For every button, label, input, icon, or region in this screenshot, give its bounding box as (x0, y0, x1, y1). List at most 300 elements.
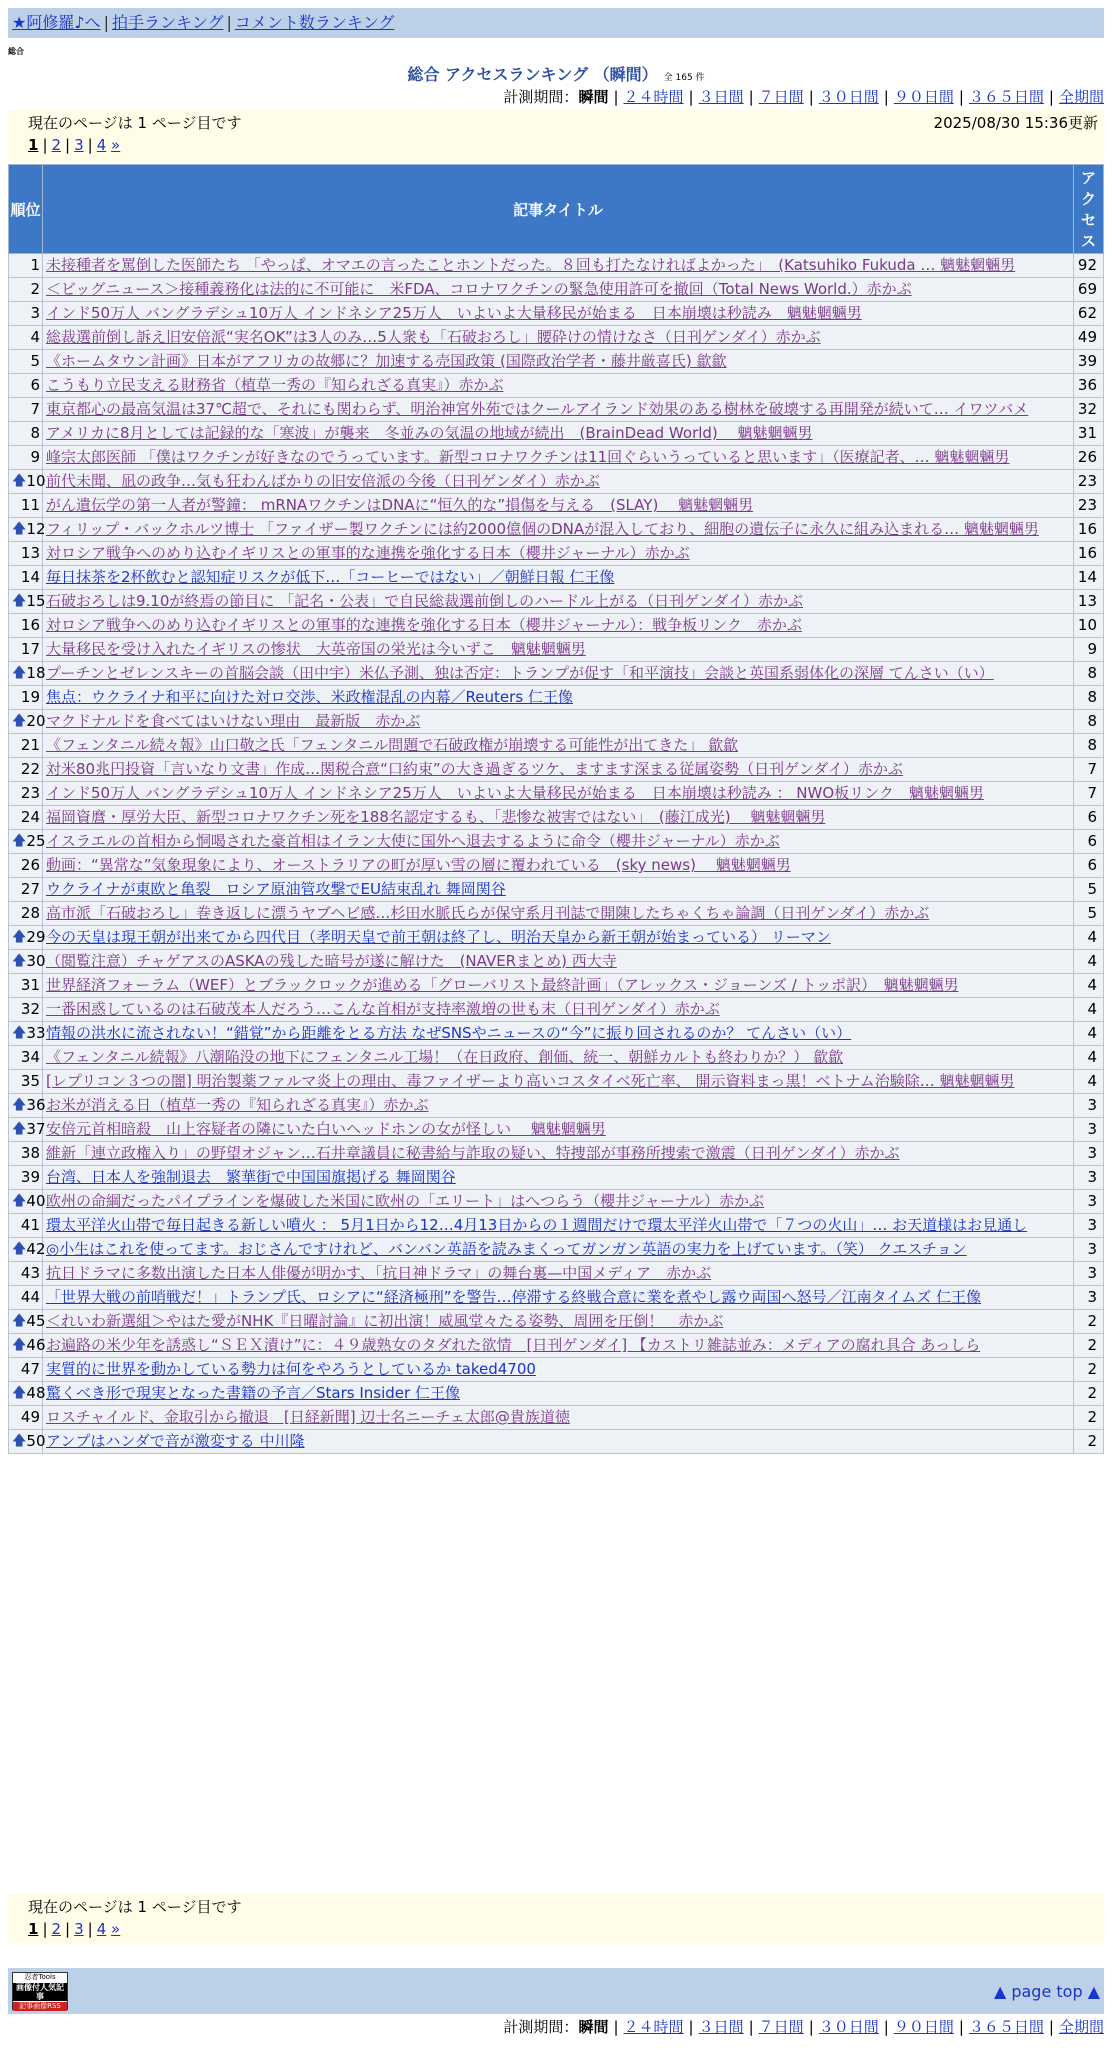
period-option[interactable]: 全期間 (1058, 2018, 1104, 2036)
rank-number: 5 (30, 352, 40, 370)
article-link[interactable]: ＜ビッグニュース＞接種義務化は法的に不可能に 米FDA、コロナワクチンの緊急使用許可を撤回（Total News World.）赤かぶ (46, 280, 912, 298)
up-arrow-icon: 🡅 (12, 713, 27, 729)
title-cell (43, 782, 1074, 806)
period-option: 瞬間 (578, 2018, 609, 2036)
article-link[interactable]: こうもり立民支える財務省（植草一秀の『知られざる真実』）赤かぶ (46, 376, 504, 394)
article-link[interactable]: ロスチャイルド、金取引から撤退 [日経新聞] 辺士名ニーチェ太郎@貴族道徳 (46, 1408, 570, 1426)
article-link[interactable]: 《フェンタニル続報》八潮陥没の地下にフェンタニル工場！（在日政府、創価、統一、朝鮮カルトも終わりか？） 歙歙 (46, 1048, 844, 1066)
up-arrow-icon: 🡅 (12, 1337, 27, 1353)
rank-number: 32 (20, 1000, 40, 1018)
page-link[interactable]: » (111, 136, 121, 154)
rank-cell (9, 998, 43, 1022)
table-row (9, 1022, 1104, 1046)
separator: | (42, 1920, 48, 1938)
table-row (9, 398, 1104, 422)
rank-cell (9, 518, 46, 542)
access-count: 5 (1074, 878, 1104, 902)
separator: | (65, 1920, 71, 1938)
rank-cell (9, 254, 43, 278)
access-count: 31 (1074, 422, 1104, 446)
rank-cell (9, 1430, 46, 1454)
table-row (9, 1406, 1104, 1430)
rank-cell (9, 446, 43, 470)
separator: | (748, 88, 754, 106)
article-link[interactable]: [レプリコン３つの闇] 明治製薬ファルマ炎上の理由、毒ファイザーより高いコスタイベ死亡率、 開示資料まっ黒！ベトナム治験除… 魑魅魍魎男 (46, 1072, 1015, 1090)
rank-cell (9, 278, 43, 302)
rank-cell (9, 374, 43, 398)
rank-number: 49 (20, 1408, 40, 1426)
title-cell (43, 1190, 1074, 1214)
rank-number: 10 (26, 472, 46, 490)
title-cell (43, 494, 1074, 518)
access-count: 23 (1074, 470, 1104, 494)
access-count: 3 (1074, 1286, 1104, 1310)
updated-timestamp: 2025/08/30 15:36更新 (933, 114, 1098, 132)
title-cell (43, 1238, 1074, 1262)
top-nav-link[interactable]: コメント数ランキング (234, 13, 395, 32)
access-count: 39 (1074, 350, 1104, 374)
rank-number: 24 (20, 808, 40, 826)
rank-number: 6 (30, 376, 40, 394)
period-option[interactable]: ２４時間 (623, 2018, 684, 2036)
rank-number: 30 (26, 952, 46, 970)
title-cell (43, 1118, 1074, 1142)
article-link[interactable]: 石破おろしは9.10が終焉の節目に 「記名・公表」で自民総裁選前倒しのハードル上がる（日刊ゲンダイ）赤かぶ (46, 592, 803, 610)
title-cell (43, 758, 1074, 782)
period-option[interactable]: ２４時間 (623, 88, 684, 106)
table-row (9, 638, 1104, 662)
title-cell (43, 1094, 1074, 1118)
rank-number: 41 (20, 1216, 40, 1234)
title-cell (43, 806, 1074, 830)
title-cell (43, 998, 1074, 1022)
article-link[interactable]: 今の天皇は現王朝が出来てから四代目（孝明天皇で前王朝は終了し、明治天皇から新王朝が始まっている） リーマン (46, 928, 831, 946)
rank-number: 11 (20, 496, 40, 514)
rank-number: 26 (20, 856, 40, 874)
article-link[interactable]: 対米80兆円投資「言いなり文書」作成…関税合意“口約束”の大き過ぎるツケ、ますます深まる従属姿勢（日刊ゲンダイ）赤かぶ (46, 760, 903, 778)
rank-number: 19 (20, 688, 40, 706)
title-cell (43, 542, 1074, 566)
top-nav-link[interactable]: ★阿修羅♪へ (12, 13, 101, 32)
article-link[interactable]: 対ロシア戦争へのめり込むイギリスとの軍事的な連携を強化する日本（櫻井ジャーナル）：戦争板リンク 赤かぶ (46, 616, 802, 634)
title-cell (43, 1310, 1074, 1334)
table-row (9, 1430, 1104, 1454)
up-arrow-icon: 🡅 (12, 1025, 27, 1041)
period-option[interactable]: ９０日間 (893, 88, 954, 106)
table-row (9, 566, 1104, 590)
title-cell (43, 1166, 1074, 1190)
rank-number: 36 (26, 1096, 46, 1114)
article-link[interactable]: （閲覧注意）チャゲアスのASKAの残した暗号が遂に解けた (NAVERまとめ) 西大寺 (46, 952, 617, 970)
rank-cell (9, 710, 46, 734)
separator: | (958, 88, 964, 106)
article-link[interactable]: 安倍元首相暗殺 山上容疑者の隣にいた白いヘッドホンの女が怪しい 魑魅魍魎男 (46, 1120, 606, 1138)
title-cell (43, 1142, 1074, 1166)
article-link[interactable]: ウクライナが東欧と亀裂 ロシア原油管攻撃でEU結束乱れ 舞岡関谷 (46, 880, 506, 898)
article-link[interactable]: 未接種者を罵倒した医師たち 「やっぱ、オマエの言ったことホントだった。８回も打たなければよかった」 (Katsuhiko Fukuda … 魑魅魍魎男 (46, 256, 1016, 274)
separator: | (883, 2018, 889, 2036)
access-count: 10 (1074, 614, 1104, 638)
access-count: 4 (1074, 950, 1104, 974)
separator: | (42, 136, 48, 154)
article-link[interactable]: 動画：“異常な”気象現象により、オーストラリアの町が厚い雪の層に覆われている (sky news) 魑魅魍魎男 (46, 856, 791, 874)
access-count: 6 (1074, 806, 1104, 830)
access-count: 3 (1074, 1118, 1104, 1142)
rank-number: 48 (26, 1384, 46, 1402)
table-row (9, 494, 1104, 518)
rank-cell (9, 686, 43, 710)
title-cell (43, 1070, 1074, 1094)
article-link[interactable]: 情報の洪水に流されない！“錯覚”から距離をとる方法 なぜSNSやニュースの“今”に振り回されるのか？ てんさい（い） (46, 1024, 852, 1042)
article-link[interactable]: 《ホームタウン計画》日本がアフリカの故郷に？加速する売国政策 (国際政治学者・藤井厳喜氏) 歙歙 (46, 352, 727, 370)
up-arrow-icon: 🡅 (12, 1313, 27, 1329)
table-row (9, 926, 1104, 950)
up-arrow-icon: 🡅 (12, 1241, 27, 1257)
rank-cell (9, 302, 43, 326)
page-link[interactable]: 4 (96, 136, 107, 154)
article-link[interactable]: 大量移民を受け入れたイギリスの惨状 大英帝国の栄光は今いずこ 魑魅魍魎男 (46, 640, 586, 658)
table-row (9, 1142, 1104, 1166)
article-link[interactable]: アメリカに8月としては記録的な「寒波」が襲来 冬並みの気温の地域が続出 (BrainDead World) 魑魅魍魎男 (46, 424, 813, 442)
article-link[interactable]: ＜れいわ新選組＞やはた愛がNHK『日曜討論』に初出演！威風堂々たる姿勢、周囲を圧倒！ 赤かぶ (46, 1312, 724, 1330)
rank-cell (9, 974, 43, 998)
table-row (9, 902, 1104, 926)
title-cell (43, 614, 1074, 638)
table-row (9, 1382, 1104, 1406)
article-link[interactable]: 環太平洋火山帯で毎日起きる新しい噴火 ： 5月1日から12…4月13日からの１週間だけで環太平洋火山帯で「７つの火山」… お天道様はお見通し (46, 1216, 1028, 1234)
article-link[interactable]: 世界経済フォーラム（WEF）とブラックロックが進める「グローバリスト最終計画」（アレックス・ジョーンズ / トッポ訳） 魑魅魍魎男 (46, 976, 959, 994)
up-arrow-icon: 🡅 (12, 1433, 27, 1449)
rank-number: 25 (26, 832, 46, 850)
table-row (9, 806, 1104, 830)
access-count: 36 (1074, 374, 1104, 398)
period-option[interactable]: ７日間 (758, 88, 804, 106)
rank-cell (9, 1358, 43, 1382)
title-cell (43, 854, 1074, 878)
separator: | (958, 2018, 964, 2036)
table-row (9, 878, 1104, 902)
title-cell (43, 974, 1074, 998)
rank-cell (9, 1214, 43, 1238)
period-option[interactable]: ７日間 (758, 2018, 804, 2036)
access-count: 8 (1074, 734, 1104, 758)
access-count: 6 (1074, 830, 1104, 854)
access-count: 3 (1074, 1166, 1104, 1190)
up-arrow-icon: 🡅 (12, 1193, 27, 1209)
title-cell (43, 926, 1074, 950)
ninja-tools-badge[interactable] (12, 1972, 68, 2010)
article-link[interactable]: 前代未聞、凪の政争…気も狂わんばかりの旧安倍派の今後（日刊ゲンダイ）赤かぶ (46, 472, 600, 490)
table-row (9, 686, 1104, 710)
period-label: 計測期間： (503, 2018, 579, 2036)
period-selector-bottom (503, 2016, 1104, 2037)
period-option[interactable]: ３０日間 (818, 2018, 879, 2036)
table-row (9, 1118, 1104, 1142)
title-cell (43, 446, 1074, 470)
access-count: 26 (1074, 446, 1104, 470)
article-link[interactable]: 福岡資麿・厚労大臣、新型コロナワクチン死を188名認定するも、「悲惨な被害ではない」 (藤江成光) 魑魅魍魎男 (46, 808, 826, 826)
period-option[interactable]: ３日間 (698, 88, 744, 106)
table-row (9, 974, 1104, 998)
title-cell (43, 1046, 1074, 1070)
rank-number: 40 (26, 1192, 46, 1210)
page-link[interactable]: 3 (74, 1920, 84, 1938)
access-count: 2 (1074, 1334, 1104, 1358)
title-cell (43, 638, 1074, 662)
table-row (9, 662, 1104, 686)
access-count: 3 (1074, 1142, 1104, 1166)
article-link[interactable]: インド50万人 バングラデシュ10万人 インドネシア25万人 いよいよ大量移民が始まる 日本崩壊は秒読み 魑魅魍魎男 (46, 304, 862, 322)
rank-number: 20 (26, 712, 46, 730)
access-count: 8 (1074, 710, 1104, 734)
article-link[interactable]: 驚くべき形で現実となった書籍の予言／Stars Insider 仁王像 (46, 1384, 460, 1402)
rank-cell (9, 1118, 46, 1142)
title-cell (43, 422, 1074, 446)
header-rank: 順位 (9, 165, 43, 254)
title-cell (43, 278, 1074, 302)
page-link-current: 1 (28, 136, 39, 154)
rank-number: 31 (20, 976, 40, 994)
separator: | (808, 2018, 814, 2036)
title-cell (43, 398, 1074, 422)
rank-cell (9, 806, 43, 830)
separator: | (808, 88, 814, 106)
article-link[interactable]: お米が消える日（植草一秀の『知られざる真実』）赤かぶ (46, 1096, 429, 1114)
rank-cell (9, 470, 46, 494)
page-title (0, 62, 1112, 85)
access-count: 2 (1074, 1310, 1104, 1334)
rank-number: 15 (26, 592, 46, 610)
up-arrow-icon: 🡅 (12, 833, 27, 849)
table-row (9, 446, 1104, 470)
access-count: 62 (1074, 302, 1104, 326)
article-link[interactable]: 抗日ドラマに多数出演した日本人俳優が明かす、「抗日神ドラマ」の舞台裏—中国メディア 赤かぶ (46, 1264, 712, 1282)
footer (8, 1968, 1104, 2014)
rank-number: 8 (30, 424, 40, 442)
access-count: 8 (1074, 686, 1104, 710)
article-link[interactable]: 欧州の命綱だったパイプラインを爆破した米国に欧州の「エリート」はへつらう（櫻井ジャーナル）赤かぶ (46, 1192, 765, 1210)
title-cell (43, 902, 1074, 926)
rank-cell (9, 1382, 46, 1406)
separator: | (87, 1920, 93, 1938)
article-link[interactable]: 維新「連立政権入り」の野望オジャン…石井章議員に秘書給与詐取の疑い、特捜部が事務所捜索で激震（日刊ゲンダイ）赤かぶ (46, 1144, 900, 1162)
article-link[interactable]: 「世界大戦の前哨戦だ！」トランプ氏、ロシアに“経済極刑”を警告…停滞する終戦合意に業を煮やし露ウ両国へ怒号／江南タイムズ 仁王像 (46, 1288, 982, 1306)
up-arrow-icon: 🡅 (12, 473, 27, 489)
table-row (9, 278, 1104, 302)
period-label: 計測期間： (503, 88, 579, 106)
rank-number: 29 (26, 928, 46, 946)
rank-number: 45 (26, 1312, 46, 1330)
up-arrow-icon: 🡅 (12, 953, 27, 969)
article-link[interactable]: フィリップ・バックホルツ博士 「ファイザー製ワクチンには約2000億個のDNAが混入しており、細胞の遺伝子に永久に組み込まれる… 魑魅魍魎男 (46, 520, 1039, 538)
access-count: 3 (1074, 1238, 1104, 1262)
article-link[interactable]: イスラエルの首相から恫喝された豪首相はイラン大使に国外へ退去するように命令（櫻井ジャーナル）赤かぶ (46, 832, 780, 850)
rank-number: 34 (20, 1048, 40, 1066)
article-link[interactable]: アンプはハンダで音が激変する 中川隆 (46, 1432, 305, 1450)
separator: | (226, 13, 232, 32)
article-link[interactable]: マクドナルドを食べてはいけない理由 最新版 赤かぶ (46, 712, 421, 730)
table-row (9, 374, 1104, 398)
access-count: 4 (1074, 998, 1104, 1022)
up-arrow-icon: 🡅 (12, 665, 27, 681)
access-count: 4 (1074, 1022, 1104, 1046)
access-count: 3 (1074, 1214, 1104, 1238)
access-count: 2 (1074, 1382, 1104, 1406)
separator: | (688, 88, 694, 106)
article-link[interactable]: 毎日抹茶を2杯飲むと認知症リスクが低下…「コーヒーではない」／朝鮮日報 仁王像 (46, 568, 615, 586)
rank-number: 38 (20, 1144, 40, 1162)
access-count: 49 (1074, 326, 1104, 350)
table-row (9, 1262, 1104, 1286)
article-link[interactable]: 台湾、日本人を強制退去 繁華街で中国国旗掲げる 舞岡関谷 (46, 1168, 456, 1186)
title-cell (43, 950, 1074, 974)
access-count: 2 (1074, 1430, 1104, 1454)
title-cell (43, 686, 1074, 710)
rank-cell (9, 902, 43, 926)
rank-number: 46 (26, 1336, 46, 1354)
article-link[interactable]: 総裁選前倒し訴え旧安倍派“実名OK”は3人のみ…5人衆も「石破おろし」腰砕けの情けなさ（日刊ゲンダイ）赤かぶ (46, 328, 821, 346)
page-top-link[interactable]: ▲ page top ▲ (993, 1982, 1100, 2001)
table-row (9, 734, 1104, 758)
separator: | (748, 2018, 754, 2036)
access-count: 4 (1074, 1070, 1104, 1094)
article-link[interactable]: 対ロシア戦争へのめり込むイギリスとの軍事的な連携を強化する日本（櫻井ジャーナル）赤かぶ (46, 544, 690, 562)
access-count: 7 (1074, 782, 1104, 806)
article-link[interactable]: 一番困惑しているのは石破茂本人だろう…こんな首相が支持率激増の世も末（日刊ゲンダイ）赤かぶ (46, 1000, 720, 1018)
title-cell (43, 254, 1074, 278)
title-cell (43, 566, 1074, 590)
table-row (9, 854, 1104, 878)
rank-cell (9, 662, 46, 686)
table-row (9, 1070, 1104, 1094)
period-option[interactable]: 全期間 (1058, 88, 1104, 106)
rank-number: 12 (26, 520, 46, 538)
rank-number: 33 (26, 1024, 46, 1042)
table-row (9, 254, 1104, 278)
separator: | (103, 13, 109, 32)
table-row (9, 542, 1104, 566)
rank-number: 43 (20, 1264, 40, 1282)
title-cell (43, 1262, 1074, 1286)
period-option: 瞬間 (578, 88, 609, 106)
article-link[interactable]: ◎小生はこれを使ってます。おじさんですけれど、バンバン英語を読みまくってガンガン英語の実力を上げています。（笑） クエスチョン (46, 1240, 967, 1258)
rank-cell (9, 1406, 43, 1430)
page-link[interactable]: 3 (74, 136, 84, 154)
badge-line: 記事画像RSS (13, 2002, 67, 2011)
article-link[interactable]: 実質的に世界を動かしている勢力は何をやろうとしているか taked4700 (46, 1360, 536, 1378)
rank-cell (9, 1238, 46, 1262)
rank-cell (9, 566, 43, 590)
period-option[interactable]: ９０日間 (893, 2018, 954, 2036)
table-row (9, 470, 1104, 494)
rank-cell (9, 398, 43, 422)
table-row (9, 1190, 1104, 1214)
article-link[interactable]: 東京都心の最高気温は37℃超で、それにも関わらず、明治神宮外苑ではクールアイランド効果のある樹林を破壊する再開発が続いて… イワツバメ (46, 400, 1029, 418)
period-option[interactable]: ３６５日間 (968, 2018, 1044, 2036)
title-cell (43, 518, 1074, 542)
rank-number: 13 (20, 544, 40, 562)
article-link[interactable]: がん遺伝学の第一人者が警鐘： mRNAワクチンはDNAに“恒久的な”損傷を与える (SLAY) 魑魅魍魎男 (46, 496, 754, 514)
article-link[interactable]: 焦点：ウクライナ和平に向けた対ロ交渉、米政権混乱の内幕／Reuters 仁王像 (46, 688, 573, 706)
article-link[interactable]: プーチンとゼレンスキーの首脳会談（田中宇）米仏予測、独は否定：トランプが促す「和平演技」会談と英国系弱体化の深層 てんさい（い） (46, 664, 994, 682)
article-link[interactable]: お遍路の米少年を誘惑し“ＳＥＸ漬け”に：４９歳熟女のタダれた欲情 [日刊ゲンダイ] 【カストリ雑誌並み：メディアの腐れ具合 あっしら (46, 1336, 981, 1354)
rank-number: 7 (30, 400, 40, 418)
title-cell (43, 1430, 1074, 1454)
article-link[interactable]: 高市派「石破おろし」巻き返しに漂うヤブヘビ感…杉田水脈氏らが保守系月刊誌で開陳したちゃくちゃ論調（日刊ゲンダイ）赤かぶ (46, 904, 930, 922)
rank-cell (9, 830, 46, 854)
page-link[interactable]: 2 (51, 1920, 62, 1938)
title-text: 総合 アクセスランキング （瞬間） (407, 65, 658, 84)
up-arrow-icon: 🡅 (12, 929, 27, 945)
page-link[interactable]: » (111, 1920, 121, 1938)
rank-cell (9, 1142, 43, 1166)
rank-cell (9, 494, 43, 518)
access-count: 4 (1074, 1046, 1104, 1070)
access-count: 92 (1074, 254, 1104, 278)
access-count: 3 (1074, 1262, 1104, 1286)
rank-number: 37 (26, 1120, 46, 1138)
badge-line: 画像付人気記事 (13, 1983, 67, 2001)
access-count: 2 (1074, 1406, 1104, 1430)
title-cell (43, 1286, 1074, 1310)
title-cell (43, 734, 1074, 758)
title-cell (43, 302, 1074, 326)
separator: | (883, 88, 889, 106)
article-link[interactable]: インド50万人 バングラデシュ10万人 インドネシア25万人 いよいよ大量移民が始まる 日本崩壊は秒読み ： NWO板リンク 魑魅魍魎男 (46, 784, 984, 802)
table-row (9, 326, 1104, 350)
period-option[interactable]: ３日間 (698, 2018, 744, 2036)
rank-number: 27 (20, 880, 40, 898)
rank-number: 1 (30, 256, 40, 274)
rank-cell (9, 1166, 43, 1190)
article-link[interactable]: 《フェンタニル続々報》山口敬之氏「フェンタニル問題で石破政権が崩壊する可能性が出てきた」 歙歙 (46, 736, 739, 754)
article-link[interactable]: 峰宗太郎医師 「僕はワクチンが好きなのでうっています。新型コロナワクチンは11回ぐらいうっていると思います」（医療記者、… 魑魅魍魎男 (46, 448, 1010, 466)
page-link[interactable]: 2 (51, 136, 62, 154)
up-arrow-icon: 🡅 (12, 521, 27, 537)
rank-number: 17 (20, 640, 40, 658)
access-count: 6 (1074, 854, 1104, 878)
rank-cell (9, 1262, 43, 1286)
top-nav-link[interactable]: 拍手ランキング (111, 13, 224, 32)
rank-cell (9, 1286, 43, 1310)
rank-cell (9, 854, 43, 878)
rank-cell (9, 350, 43, 374)
separator: | (613, 88, 619, 106)
pager-bottom (8, 1894, 1104, 1944)
title-cell (43, 1382, 1074, 1406)
up-arrow-icon: 🡅 (12, 593, 27, 609)
page-links (28, 1918, 1084, 1940)
period-option[interactable]: ３６５日間 (968, 88, 1044, 106)
pager-top (8, 110, 1104, 162)
access-count: 8 (1074, 662, 1104, 686)
rank-number: 2 (30, 280, 40, 298)
title-cell (43, 1214, 1074, 1238)
table-row (9, 614, 1104, 638)
table-row (9, 1214, 1104, 1238)
up-arrow-icon: 🡅 (12, 1097, 27, 1113)
page-link-current: 1 (28, 1920, 39, 1938)
access-count: 32 (1074, 398, 1104, 422)
badge-line: 忍者Tools (24, 1973, 56, 1981)
page-link[interactable]: 4 (96, 1920, 107, 1938)
category-label: 総合 (8, 47, 24, 56)
table-row (9, 302, 1104, 326)
title-cell (43, 374, 1074, 398)
rank-cell (9, 782, 43, 806)
period-option[interactable]: ３０日間 (818, 88, 879, 106)
table-row (9, 518, 1104, 542)
